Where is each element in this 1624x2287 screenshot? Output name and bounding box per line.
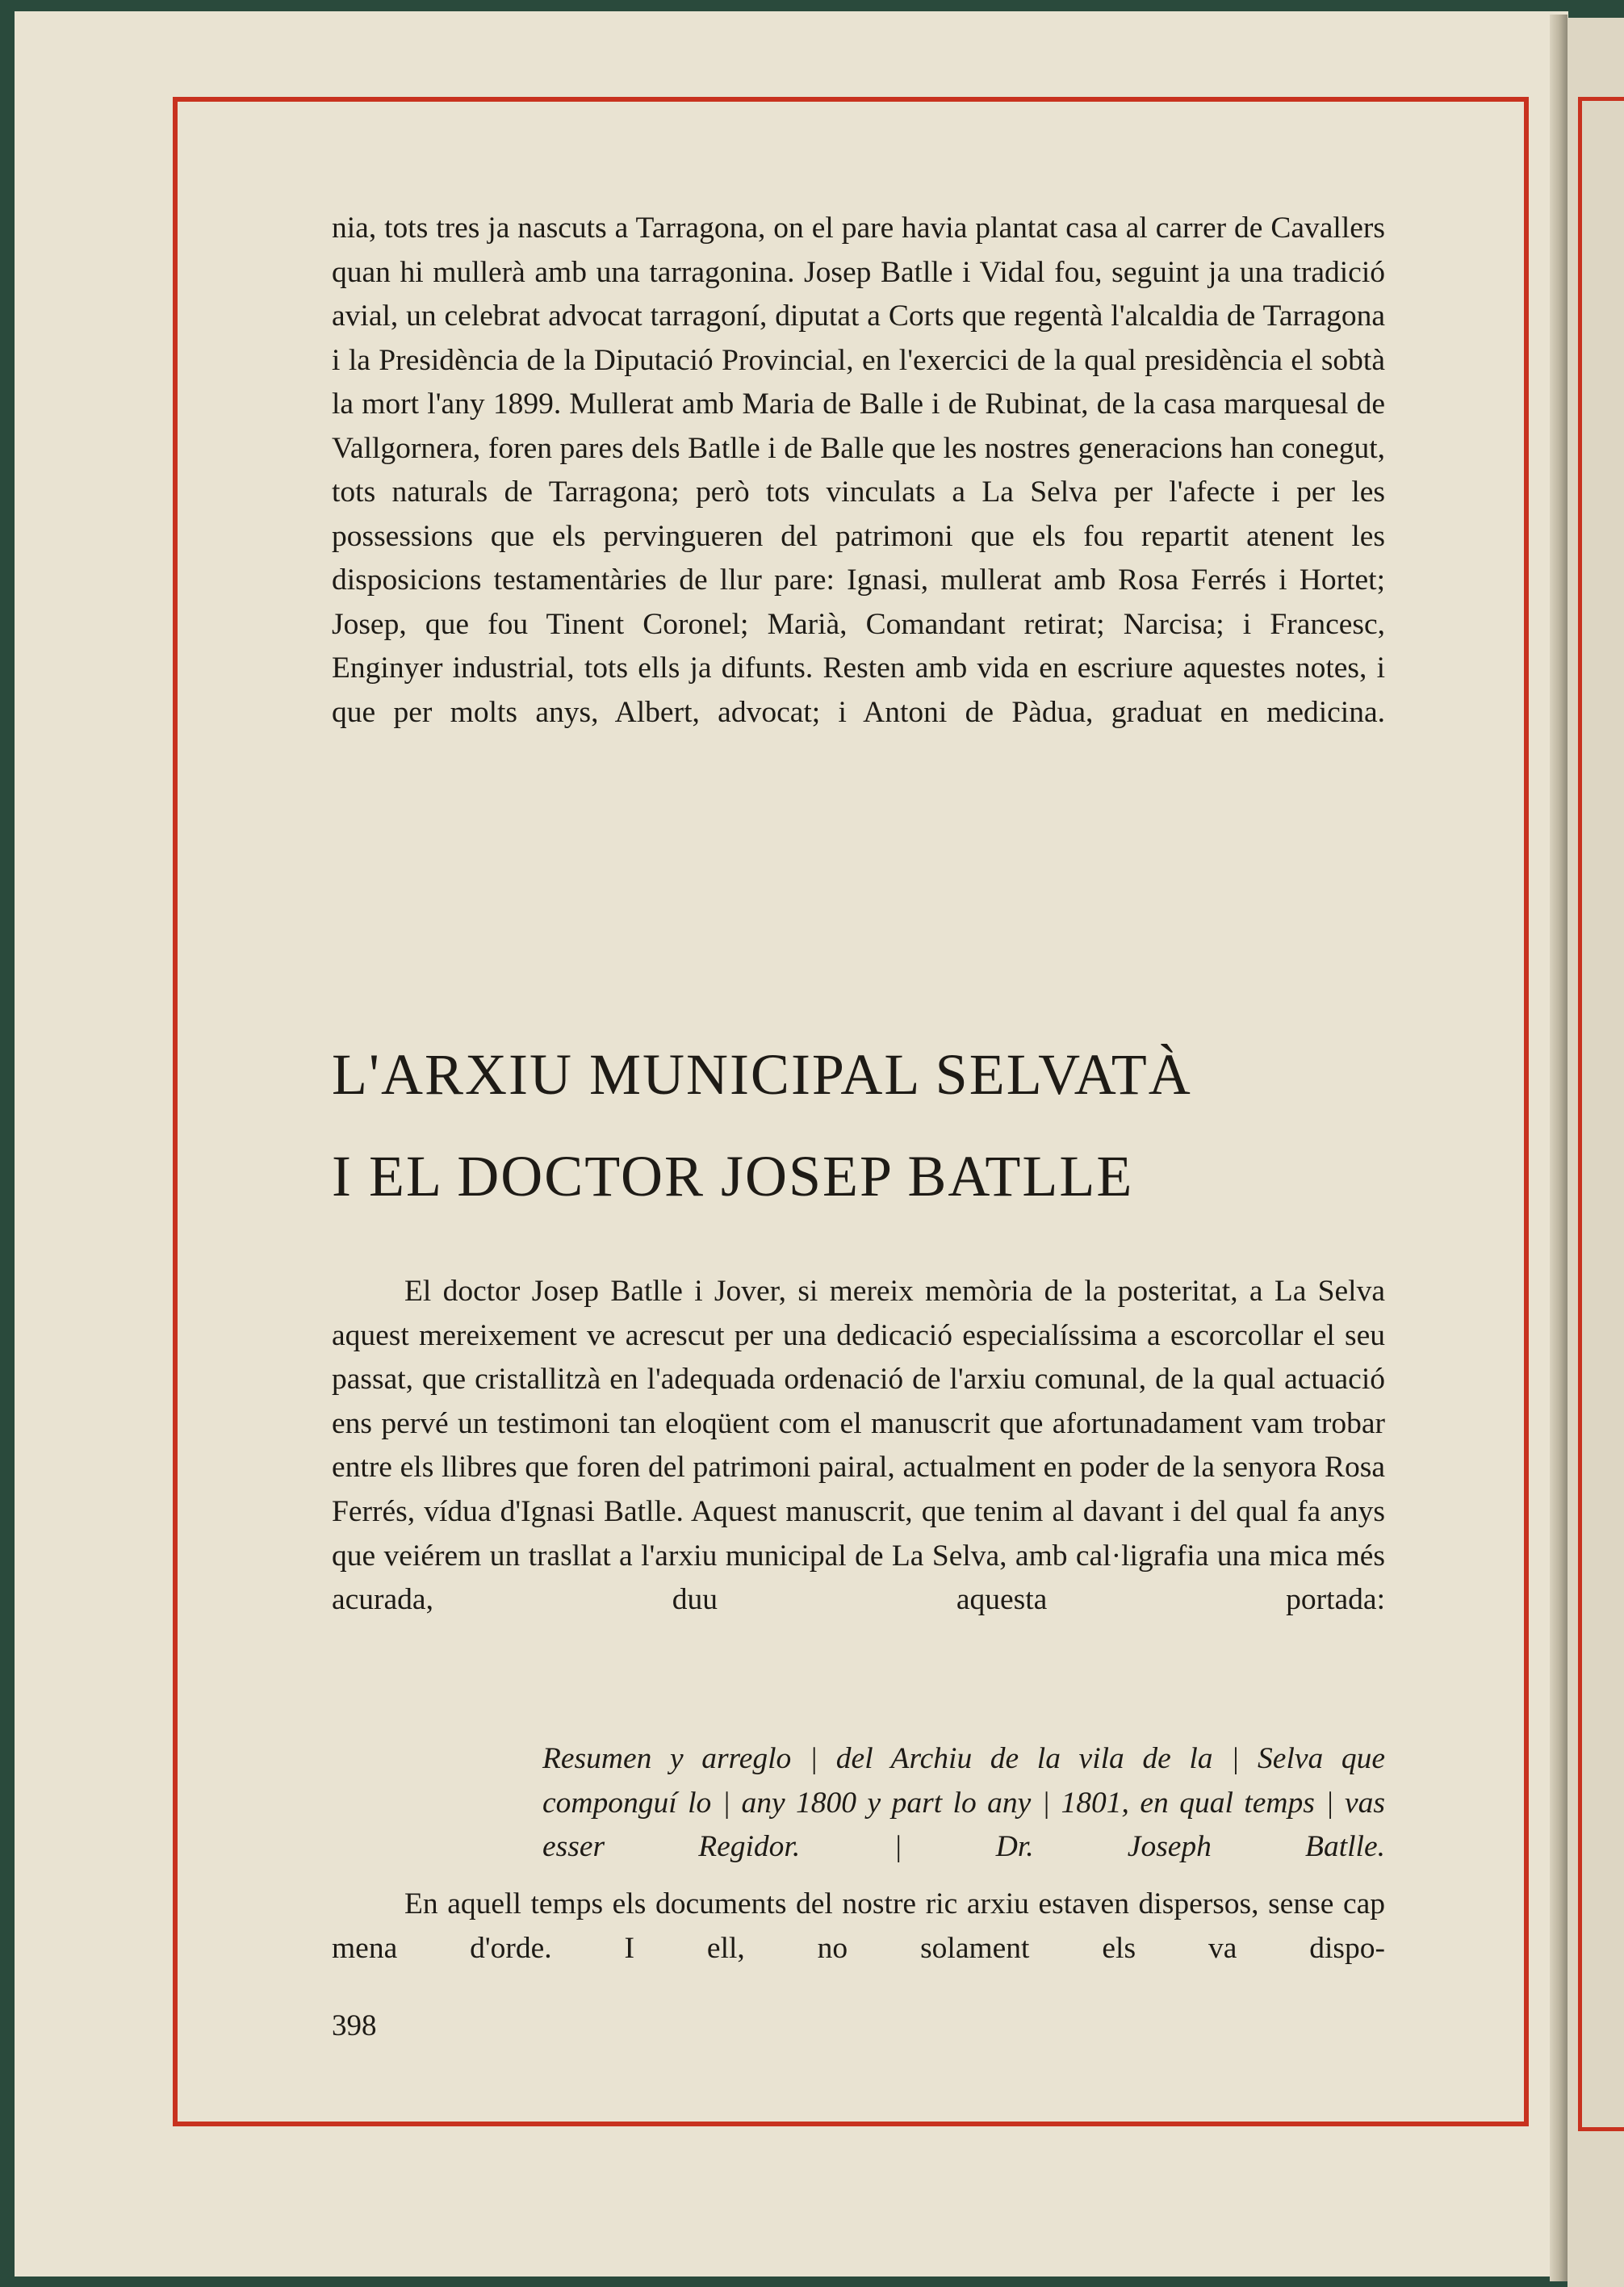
page-number: 398 bbox=[332, 2009, 377, 2042]
manuscript-title-quote: Resumen y arreglo | del Archiu de la vila de la | Selva que componguí lo | any 1800 y part lo any | 1801, en qual temps | vas esser Regidor. | Dr. Joseph Batlle. bbox=[542, 1742, 1385, 1863]
body-paragraph-3: En aquell temps els documents del nostre ric arxiu estaven dispersos, sense cap mena d'orde. I ell, no solament els va dispo- bbox=[332, 1887, 1385, 1965]
facing-page-frame bbox=[1578, 97, 1624, 2131]
book-gutter bbox=[1550, 15, 1567, 2281]
section-heading-line-1: L'ARXIU MUNICIPAL SELVATÀ bbox=[332, 1042, 1192, 1107]
section-heading bbox=[332, 1024, 1385, 1227]
body-paragraph-1: nia, tots tres ja nascuts a Tarragona, on el pare havia plantat casa al carrer de Cavallers quan hi mullerà amb una tarragonina. Josep Batlle i Vidal fou, seguint ja una tradició avial, un celebrat advocat tarragoní, diputat a Corts que regentà l'alcaldia de Tarragona i la Presidència de la Diputació Provincial, en l'exercici de la qual presidència el sobtà la mort l'any 1899. Mullerat amb Maria de Balle i de Rubinat, de la casa marquesal de Vallgornera, foren pares dels Batlle i de Balle que les nostres generacions han conegut, tots naturals de Tarragona; però tots vinculats a La Selva per l'afecte i per les possessions que els pervingueren del patrimoni que els fou repartit atenent les disposicions testamentàries de llur pare: Ignasi, mullerat amb Rosa Ferrés i Hortet; Josep, que fou Tinent Coronel; Marià, Comandant retirat; Narcisa; i Francesc, Enginyer industrial, tots ells ja difunts. Resten amb vida en escriure aquestes notes, i que per molts anys, Albert, advocat; i Antoni de Pàdua, graduat en medicina. bbox=[332, 212, 1385, 729]
section-heading-line-2: I EL DOCTOR JOSEP BATLLE bbox=[332, 1144, 1134, 1208]
body-paragraph-2: El doctor Josep Batlle i Jover, si mereix memòria de la posteritat, a La Selva aquest mereixement ve acrescut per una dedicació especialíssima a escorcollar el seu passat, que cristallitzà en l'adequada ordenació de l'arxiu comunal, de la qual actuació ens pervé un testimoni tan eloqüent com el manuscrit que afortunadament vam trobar entre els llibres que foren del patrimoni pairal, actualment en poder de la senyora Rosa Ferrés, vídua d'Ignasi Batlle. Aquest manuscrit, que tenim al davant i del qual fa anys que veiérem un trasllat a l'arxiu municipal de La Selva, amb cal·ligrafia una mica més acurada, duu aquesta portada: bbox=[332, 1275, 1385, 1617]
